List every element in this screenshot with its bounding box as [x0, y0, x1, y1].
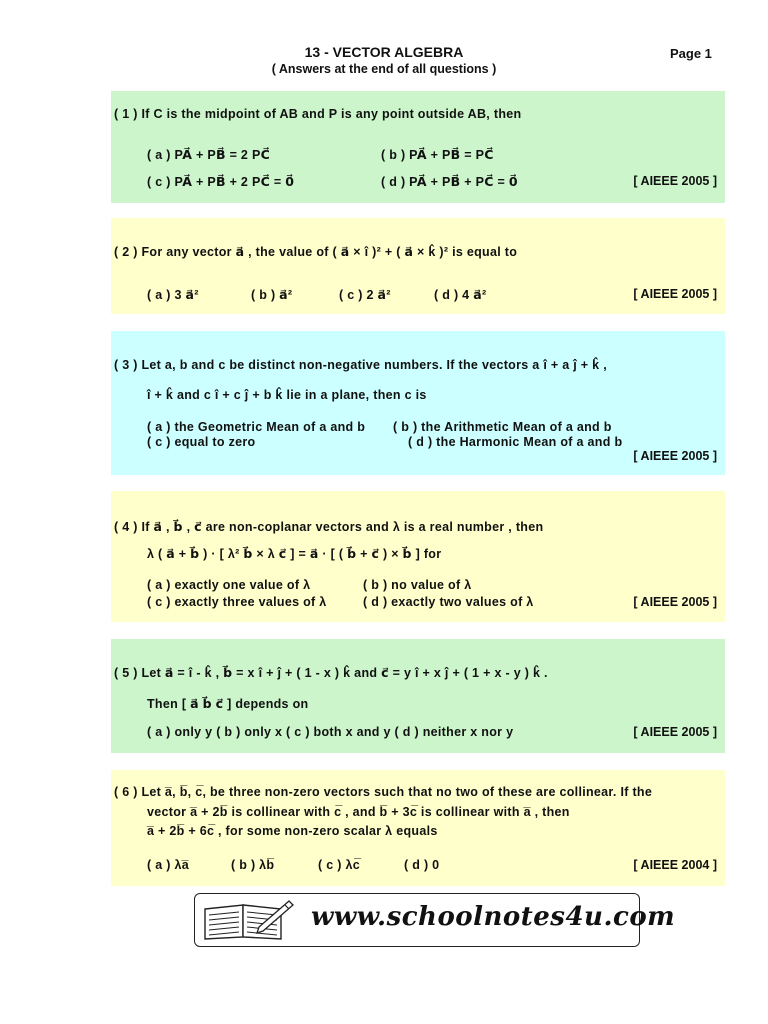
page-subtitle: ( Answers at the end of all questions ) [271, 62, 497, 76]
question-1-option-a: ( a ) PA⃗ + PB⃗ = 2 PC⃗ [147, 148, 271, 162]
question-5-reference: [ AIEEE 2005 ] [633, 725, 717, 739]
question-3-text-line-1: ( 3 ) Let a, b and c be distinct non-negative numbers. If the vectors a î + a ĵ + k̂ , [114, 358, 607, 372]
question-2-reference: [ AIEEE 2005 ] [633, 287, 717, 301]
open-book-pencil-icon [199, 897, 295, 943]
question-1-option-c: ( c ) PA⃗ + PB⃗ + 2 PC⃗ = 0⃗ [147, 175, 295, 189]
question-2-option-d: ( d ) 4 a⃗² [434, 288, 487, 302]
question-3-option-b: ( b ) the Arithmetic Mean of a and b [393, 420, 612, 434]
question-6-text-line-1: ( 6 ) Let a̅, b̅, c̅, be three non-zero vectors such that no two of these are collinear. If the [114, 785, 653, 799]
question-4-option-d: ( d ) exactly two values of λ [363, 595, 534, 609]
question-2-option-c: ( c ) 2 a⃗² [339, 288, 391, 302]
question-2-option-b: ( b ) a⃗² [251, 288, 293, 302]
page-number: Page 1 [670, 46, 712, 61]
question-4-box [111, 491, 725, 622]
question-4-option-c: ( c ) exactly three values of λ [147, 595, 327, 609]
question-1-reference: [ AIEEE 2005 ] [633, 174, 717, 188]
question-6-box [111, 770, 725, 886]
footer-logo [194, 893, 676, 947]
question-3-reference: [ AIEEE 2005 ] [633, 449, 717, 463]
question-2-text: ( 2 ) For any vector a⃗ , the value of ( a⃗ × î )² + ( a⃗ × k̂ )² is equal to [114, 245, 518, 259]
question-5-box [111, 639, 725, 753]
question-3-option-c: ( c ) equal to zero [147, 435, 256, 449]
question-6-option-b: ( b ) λb̅ [231, 858, 275, 872]
question-5-options: ( a ) only y ( b ) only x ( c ) both x and y ( d ) neither x nor y [147, 725, 514, 739]
question-6-reference: [ AIEEE 2004 ] [633, 858, 717, 872]
question-1-option-b: ( b ) PA⃗ + PB⃗ = PC⃗ [381, 148, 494, 162]
question-1-text: ( 1 ) If C is the midpoint of AB and P is any point outside AB, then [114, 107, 522, 121]
question-5-text-line-1: ( 5 ) Let a⃗ = î - k̂ , b⃗ = x î + ĵ + ( 1 - x ) k̂ and c⃗ = y î + x ĵ + ( 1 + x - y ) k̂ . [114, 666, 548, 680]
question-4-text-line-1: ( 4 ) If a⃗ , b⃗ , c⃗ are non-coplanar vectors and λ is a real number , then [114, 520, 544, 534]
question-6-option-c: ( c ) λc̅ [318, 858, 360, 872]
question-6-text-line-2: vector a̅ + 2b̅ is collinear with c̅ , and b̅ + 3c̅ is collinear with a̅ , then [147, 805, 570, 819]
question-3-text-line-2: î + k̂ and c î + c ĵ + b k̂ lie in a plane, then c is [147, 388, 427, 402]
question-6-option-d: ( d ) 0 [404, 858, 440, 872]
question-4-reference: [ AIEEE 2005 ] [633, 595, 717, 609]
question-3-option-d: ( d ) the Harmonic Mean of a and b [408, 435, 623, 449]
footer-website: www.schoolnotes4u.com [311, 902, 676, 932]
page-title: 13 - VECTOR ALGEBRA [304, 44, 464, 60]
question-2-box [111, 218, 725, 314]
question-1-box [111, 91, 725, 203]
question-5-text-line-2: Then [ a⃗ b⃗ c⃗ ] depends on [147, 697, 309, 711]
question-6-option-a: ( a ) λa̅ [147, 858, 189, 872]
question-4-option-b: ( b ) no value of λ [363, 578, 472, 592]
question-4-option-a: ( a ) exactly one value of λ [147, 578, 311, 592]
question-6-text-line-3: a̅ + 2b̅ + 6c̅ , for some non-zero scalar λ equals [147, 824, 438, 838]
question-3-option-a: ( a ) the Geometric Mean of a and b [147, 420, 366, 434]
question-2-option-a: ( a ) 3 a⃗² [147, 288, 199, 302]
question-4-text-line-2: λ ( a⃗ + b⃗ ) · [ λ² b⃗ × λ c⃗ ] = a⃗ · [ ( b⃗ + c⃗ ) × b⃗ ] for [147, 547, 442, 561]
question-3-box [111, 331, 725, 475]
question-1-option-d: ( d ) PA⃗ + PB⃗ + PC⃗ = 0⃗ [381, 175, 518, 189]
